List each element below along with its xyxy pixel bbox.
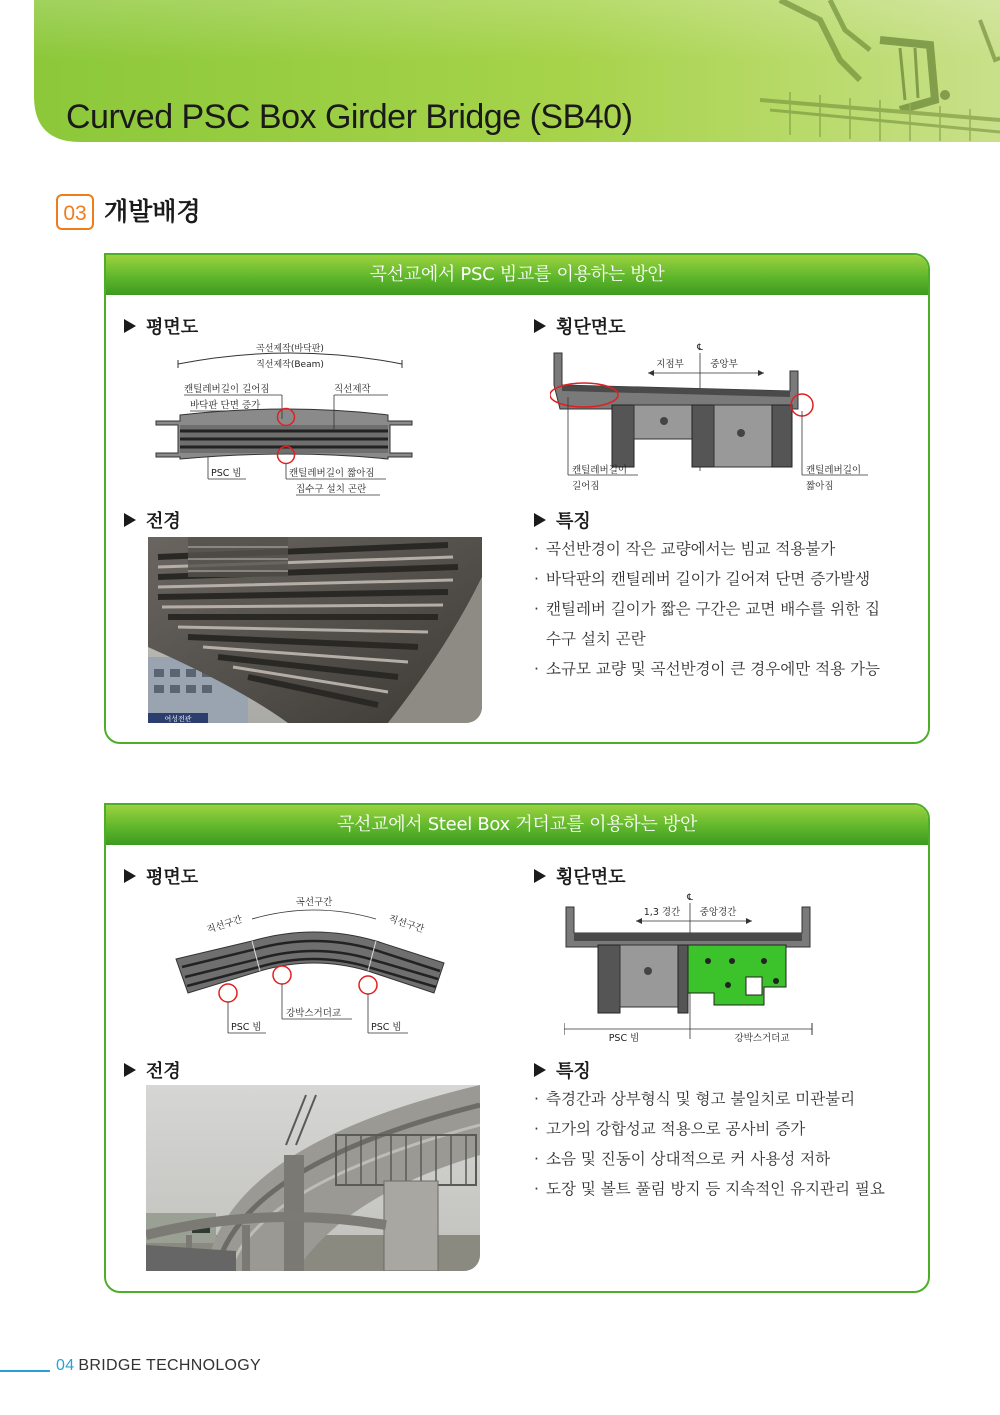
anno-deck-increase: 바닥판 단면 증가 bbox=[190, 400, 261, 411]
footer-title: BRIDGE TECHNOLOGY bbox=[78, 1357, 262, 1374]
photo-label: 전경 bbox=[124, 1057, 181, 1083]
anno-center: 중앙부 bbox=[710, 359, 738, 370]
anno-right-note-2: 짧아짐 bbox=[806, 481, 834, 492]
anno-psc-beam: PSC 빔 bbox=[608, 1033, 640, 1044]
panel-header-text: 곡선교에서 PSC 빔교를 이용하는 방안 bbox=[369, 264, 665, 285]
anno-deck-curve: 곡선제작(바닥판) bbox=[256, 344, 324, 354]
footer-page-number: 04 bbox=[56, 1357, 75, 1374]
triangle-bullet-icon bbox=[124, 869, 136, 883]
feature-item: · 소규모 교량 및 곡선반경이 큰 경우에만 적용 가능 bbox=[534, 654, 894, 684]
feature-item: · 바닥판의 캔틸레버 길이가 길어져 단면 증가발생 bbox=[534, 564, 894, 594]
triangle-bullet-icon bbox=[534, 513, 546, 527]
cross-section-label: 횡단면도 bbox=[534, 313, 626, 339]
anno-psc-beam: PSC 빔 bbox=[211, 468, 242, 479]
cross-section-diagram bbox=[564, 889, 834, 1049]
feature-item: · 캔틸레버 길이가 짧은 구간은 교면 배수를 위한 집수구 설치 곤란 bbox=[534, 594, 894, 654]
features-label: 특징 bbox=[534, 507, 591, 533]
footer bbox=[56, 1357, 261, 1375]
cross-section-diagram bbox=[550, 339, 870, 499]
plan-label: 평면도 bbox=[124, 863, 198, 889]
triangle-bullet-icon bbox=[534, 869, 546, 883]
anno-psc-beam-right: PSC 빔 bbox=[371, 1022, 402, 1033]
anno-curve: 곡선구간 bbox=[295, 897, 333, 908]
footer-rule bbox=[0, 1370, 50, 1372]
section-number-badge: 03 bbox=[56, 194, 94, 230]
panel-psc-beam bbox=[104, 253, 930, 744]
panel-header-text: 곡선교에서 Steel Box 거더교를 이용하는 방안 bbox=[336, 814, 698, 835]
feature-item: · 도장 및 볼트 풀림 방지 등 지속적인 유지관리 필요 bbox=[534, 1174, 894, 1204]
svg-text:℄: ℄ bbox=[687, 893, 693, 903]
anno-straight-make: 직선제작 bbox=[334, 384, 371, 395]
anno-cantilever-long: 캔틸레버길이 길어짐 bbox=[184, 384, 270, 395]
plan-diagram bbox=[150, 339, 430, 497]
feature-item: · 소음 및 진동이 상대적으로 커 사용성 저하 bbox=[534, 1144, 894, 1174]
anno-span-13: 1,3 경간 bbox=[643, 907, 681, 918]
triangle-bullet-icon bbox=[124, 513, 136, 527]
triangle-bullet-icon bbox=[124, 1063, 136, 1077]
anno-straight-right: 직선구간 bbox=[387, 913, 426, 936]
anno-support: 지점부 bbox=[656, 359, 684, 370]
triangle-bullet-icon bbox=[124, 319, 136, 333]
bridge-photo-steel-box bbox=[146, 1085, 480, 1271]
anno-left-note-2: 길어짐 bbox=[572, 481, 600, 492]
triangle-bullet-icon bbox=[534, 1063, 546, 1077]
features-list bbox=[534, 1084, 894, 1204]
features-list bbox=[534, 534, 894, 684]
anno-steel-box: 강박스거더교 bbox=[286, 1008, 342, 1019]
anno-beam-straight: 직선제작(Beam) bbox=[256, 360, 324, 370]
anno-straight-left: 직선구간 bbox=[205, 914, 244, 936]
photo-sign-text: 여성전관 bbox=[164, 715, 192, 723]
photo-label: 전경 bbox=[124, 507, 181, 533]
features-label: 특징 bbox=[534, 1057, 591, 1083]
page-title: Curved PSC Box Girder Bridge (SB40) bbox=[66, 98, 633, 136]
anno-steel-box-section: 강박스거더교 bbox=[734, 1033, 790, 1044]
feature-item: · 측경간과 상부형식 및 형고 불일치로 미관불리 bbox=[534, 1084, 894, 1114]
plan-label: 평면도 bbox=[124, 313, 198, 339]
svg-text:℄: ℄ bbox=[697, 343, 703, 353]
anno-psc-beam-left: PSC 빔 bbox=[231, 1022, 262, 1033]
triangle-bullet-icon bbox=[534, 319, 546, 333]
feature-item: · 곡선반경이 작은 교량에서는 빔교 적용불가 bbox=[534, 534, 894, 564]
plan-diagram bbox=[168, 889, 458, 1039]
page-header bbox=[0, 0, 1000, 142]
anno-left-note-1: 캔틸레버길이 bbox=[572, 465, 628, 476]
section-title: 개발배경 bbox=[104, 197, 201, 226]
anno-cantilever-short: 캔틸레버길이 짧아짐 bbox=[289, 468, 375, 479]
anno-drain-hard: 집수구 설치 곤란 bbox=[296, 484, 367, 495]
panel-steel-box bbox=[104, 803, 930, 1293]
bridge-photo-psc bbox=[148, 537, 482, 723]
anno-right-note-1: 캔틸레버길이 bbox=[806, 465, 862, 476]
feature-item: · 고가의 강합성교 적용으로 공사비 증가 bbox=[534, 1114, 894, 1144]
cross-section-label: 횡단면도 bbox=[534, 863, 626, 889]
anno-center-span: 중앙경간 bbox=[699, 907, 737, 918]
